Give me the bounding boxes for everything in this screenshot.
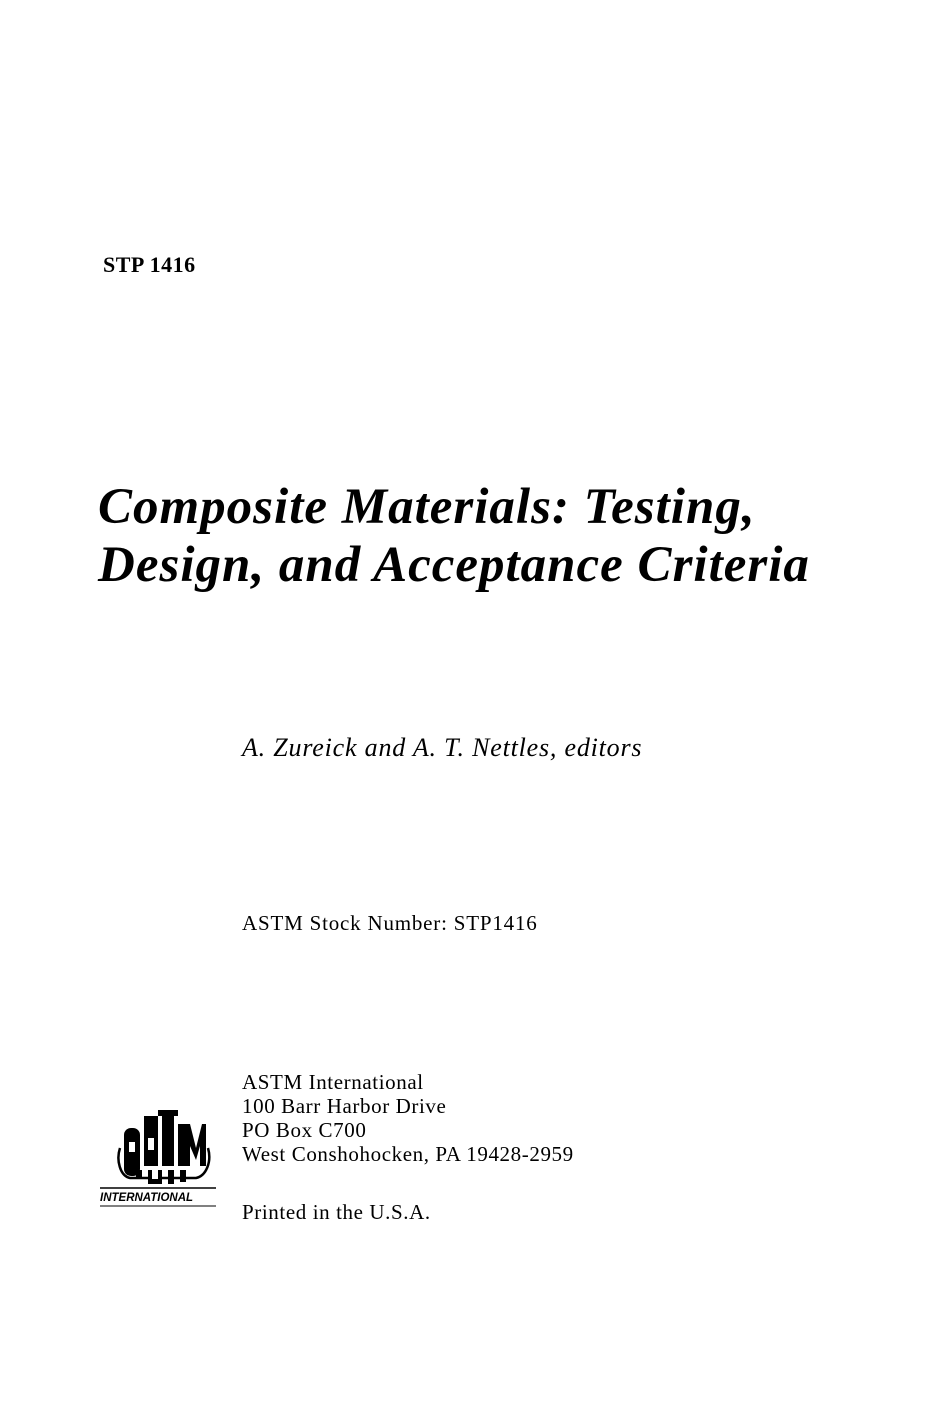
- publisher-city: West Conshohocken, PA 19428-2959: [242, 1142, 574, 1166]
- astm-international-logo-icon: [96, 1090, 226, 1220]
- editors: A. Zureick and A. T. Nettles, editors: [242, 733, 643, 762]
- logo-text: INTERNATIONAL: [100, 1192, 194, 1204]
- publisher-address: [242, 1070, 574, 1166]
- book-title-line-1: Composite Materials: Testing,: [98, 479, 756, 535]
- publisher-name: ASTM International: [242, 1070, 424, 1094]
- stock-number: ASTM Stock Number: STP1416: [242, 911, 538, 935]
- publisher-street: 100 Barr Harbor Drive: [242, 1094, 447, 1118]
- book-title-line-2: Design, and Acceptance Criteria: [98, 537, 810, 593]
- printed-location: Printed in the U.S.A.: [242, 1200, 431, 1224]
- series-number: STP 1416: [103, 252, 196, 277]
- book-title: [98, 478, 918, 594]
- publisher-po-box: PO Box C700: [242, 1118, 367, 1142]
